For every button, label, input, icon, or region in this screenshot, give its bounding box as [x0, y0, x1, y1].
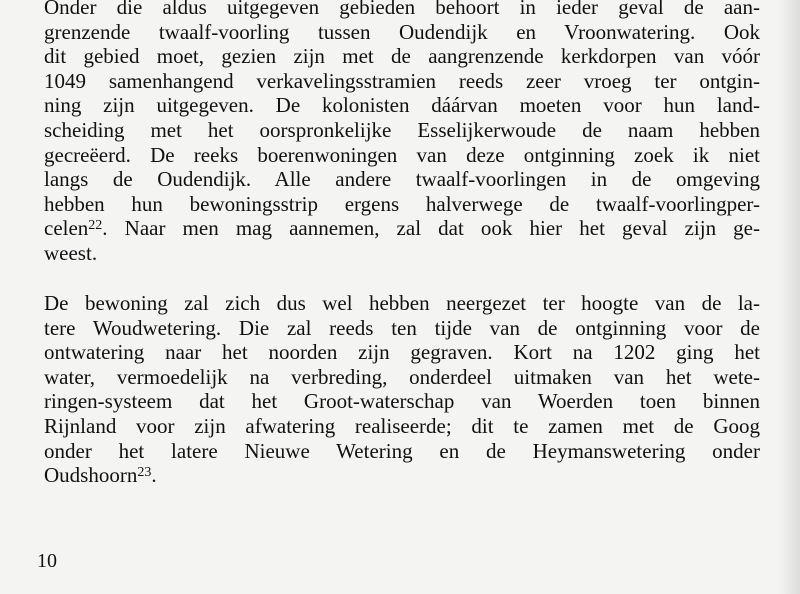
text-line: tere Woudwetering. Die zal reeds ten tijde van de ontginning voor de — [44, 315, 760, 340]
line-text-after: . Naar men mag aannemen, zal dat ook hier het geval zijn ge- — [102, 216, 760, 241]
line-text-after: . — [151, 463, 157, 488]
text-line: De bewoning zal zich dus wel hebben neergezet ter hoogte van de la- — [44, 291, 760, 315]
text-line: gecreëerd. De reeks boerenwoningen van deze ontginning zoek ik niet — [44, 142, 760, 167]
text-line: ontwatering naar het noorden zijn gegraven. Kort na 1202 ging het — [44, 340, 760, 365]
text-line-with-footnote — [44, 463, 760, 488]
text-line: langs de Oudendijk. Alle andere twaalf-voorlingen in de omgeving — [44, 167, 760, 192]
text-line: dit gebied moet, gezien zijn met de aangrenzende kerkdorpen van vóór — [44, 44, 760, 69]
text-line: ringen-systeem dat het Groot-waterschap van Woerden toen binnen — [44, 389, 760, 414]
text-line: ning zijn uitgegeven. De kolonisten dáárvan moeten voor hun land- — [44, 93, 760, 118]
page-edge-shadow — [778, 0, 800, 594]
text-line: weest. — [44, 240, 98, 265]
footnote-ref-23[interactable]: 23 — [137, 465, 152, 481]
text-line: hebben hun bewoningsstrip ergens halverwege de twaalf-voorlingper- — [44, 191, 760, 216]
text-line-with-footnote — [44, 216, 760, 241]
text-line: Rijnland voor zijn afwatering realiseerde; dit te zamen met de Goog — [44, 413, 760, 438]
text-line: water, vermoedelijk na verbreding, onderdeel uitmaken van het wete- — [44, 364, 760, 389]
text-line: Onder die aldus uitgegeven gebieden behoort in ieder geval de aan- — [44, 0, 760, 19]
paragraph-1 — [44, 0, 760, 266]
text-line: grenzende twaalf-voorling tussen Oudendijk en Vroonwatering. Ook — [44, 19, 760, 44]
page-number: 10 — [37, 550, 57, 572]
line-text: Oudshoorn — [44, 463, 138, 488]
text-line: onder het latere Nieuwe Wetering en de Heymanswetering onder — [44, 438, 760, 463]
line-text: celen — [44, 216, 89, 241]
paragraph-2 — [44, 291, 760, 488]
text-line: scheiding met het oorspronkelijke Esselijkerwoude de naam hebben — [44, 117, 760, 142]
footnote-ref-22[interactable]: 22 — [88, 218, 103, 234]
text-line: 1049 samenhangend verkavelingsstramien reeds zeer vroeg ter ontgin- — [44, 68, 760, 93]
